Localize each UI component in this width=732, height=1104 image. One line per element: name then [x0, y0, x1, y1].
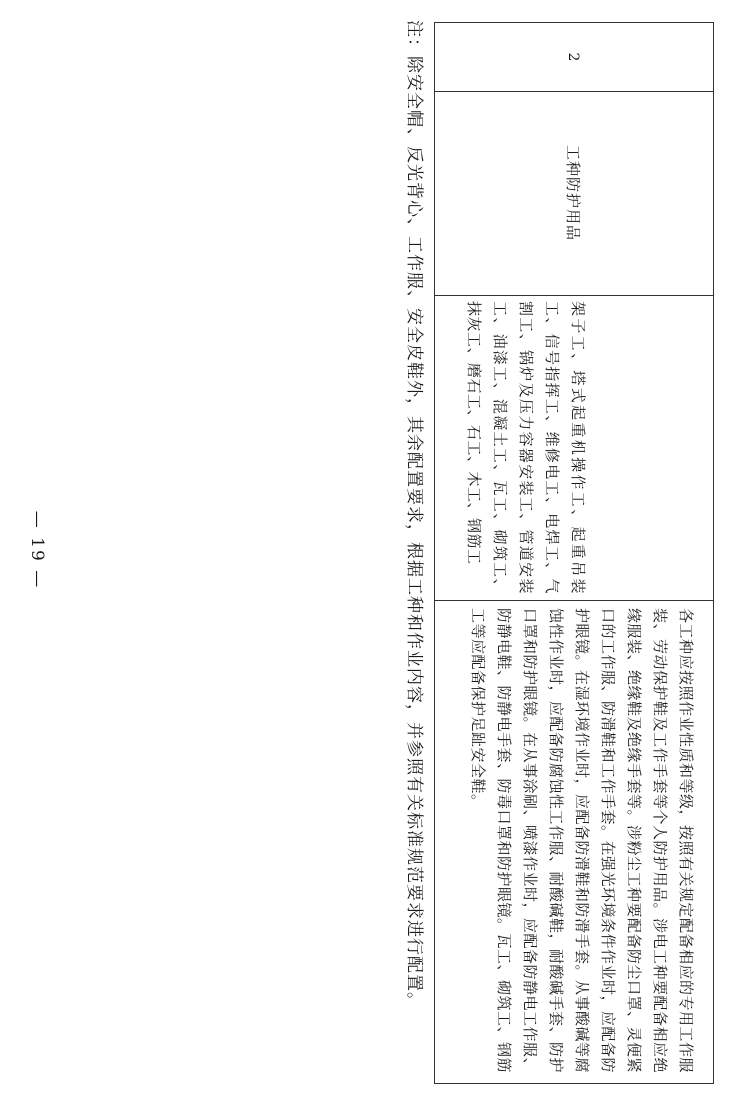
row-number-cell	[435, 23, 713, 91]
category-cell	[435, 91, 713, 295]
job-types-cell	[435, 295, 713, 600]
ppe-table	[434, 22, 714, 1084]
page-number: — 19 —	[27, 510, 47, 590]
footnote: 注：除安全帽、反光背心、工作服、安全皮鞋外，其余配置要求，根据工种和作业内容，并参照有关标准规范要求进行配置。	[404, 20, 424, 1010]
row-number: 2	[565, 52, 581, 62]
requirements-text: 各工种应按照作业性质和等级，按照有关规定配备相应的专用工作服装、劳动保护鞋及工作手套等个人防护用品。涉电工种要配备相应绝缘服装、绝缘鞋及绝缘手套等。涉粉尘工种要配备防尘口罩、灵便紧口的工作服、防滑鞋和工作手套。在强光环境条件作业时，应配备防护眼镜。在湿环境作业时，应配备防滑鞋和防滑手套。从事酸碱等腐蚀性作业时，应配备防腐蚀性工作服、耐酸碱鞋，耐酸碱手套、防护口罩和防护眼镜。在从事涂刷、喷漆作业时，应配备防静电工作服、防静电鞋、防静电手套、防毒口罩和防护眼镜。瓦工、砌筑工、钢筋工等应配备保护足趾安全鞋。	[469, 608, 695, 1074]
category-label: 工种防护用品	[564, 144, 583, 241]
job-types-text: 架子工、塔式起重机操作工、起重吊装工、信号指挥工、维修电工、电焊工、气割工、锅炉及压力容器安装工、管道安装工、油漆工、混凝土工、瓦工、砌筑工、抹灰工、磨石工、石工、木工、钢筋工	[465, 301, 587, 594]
requirements-cell	[435, 600, 713, 1085]
